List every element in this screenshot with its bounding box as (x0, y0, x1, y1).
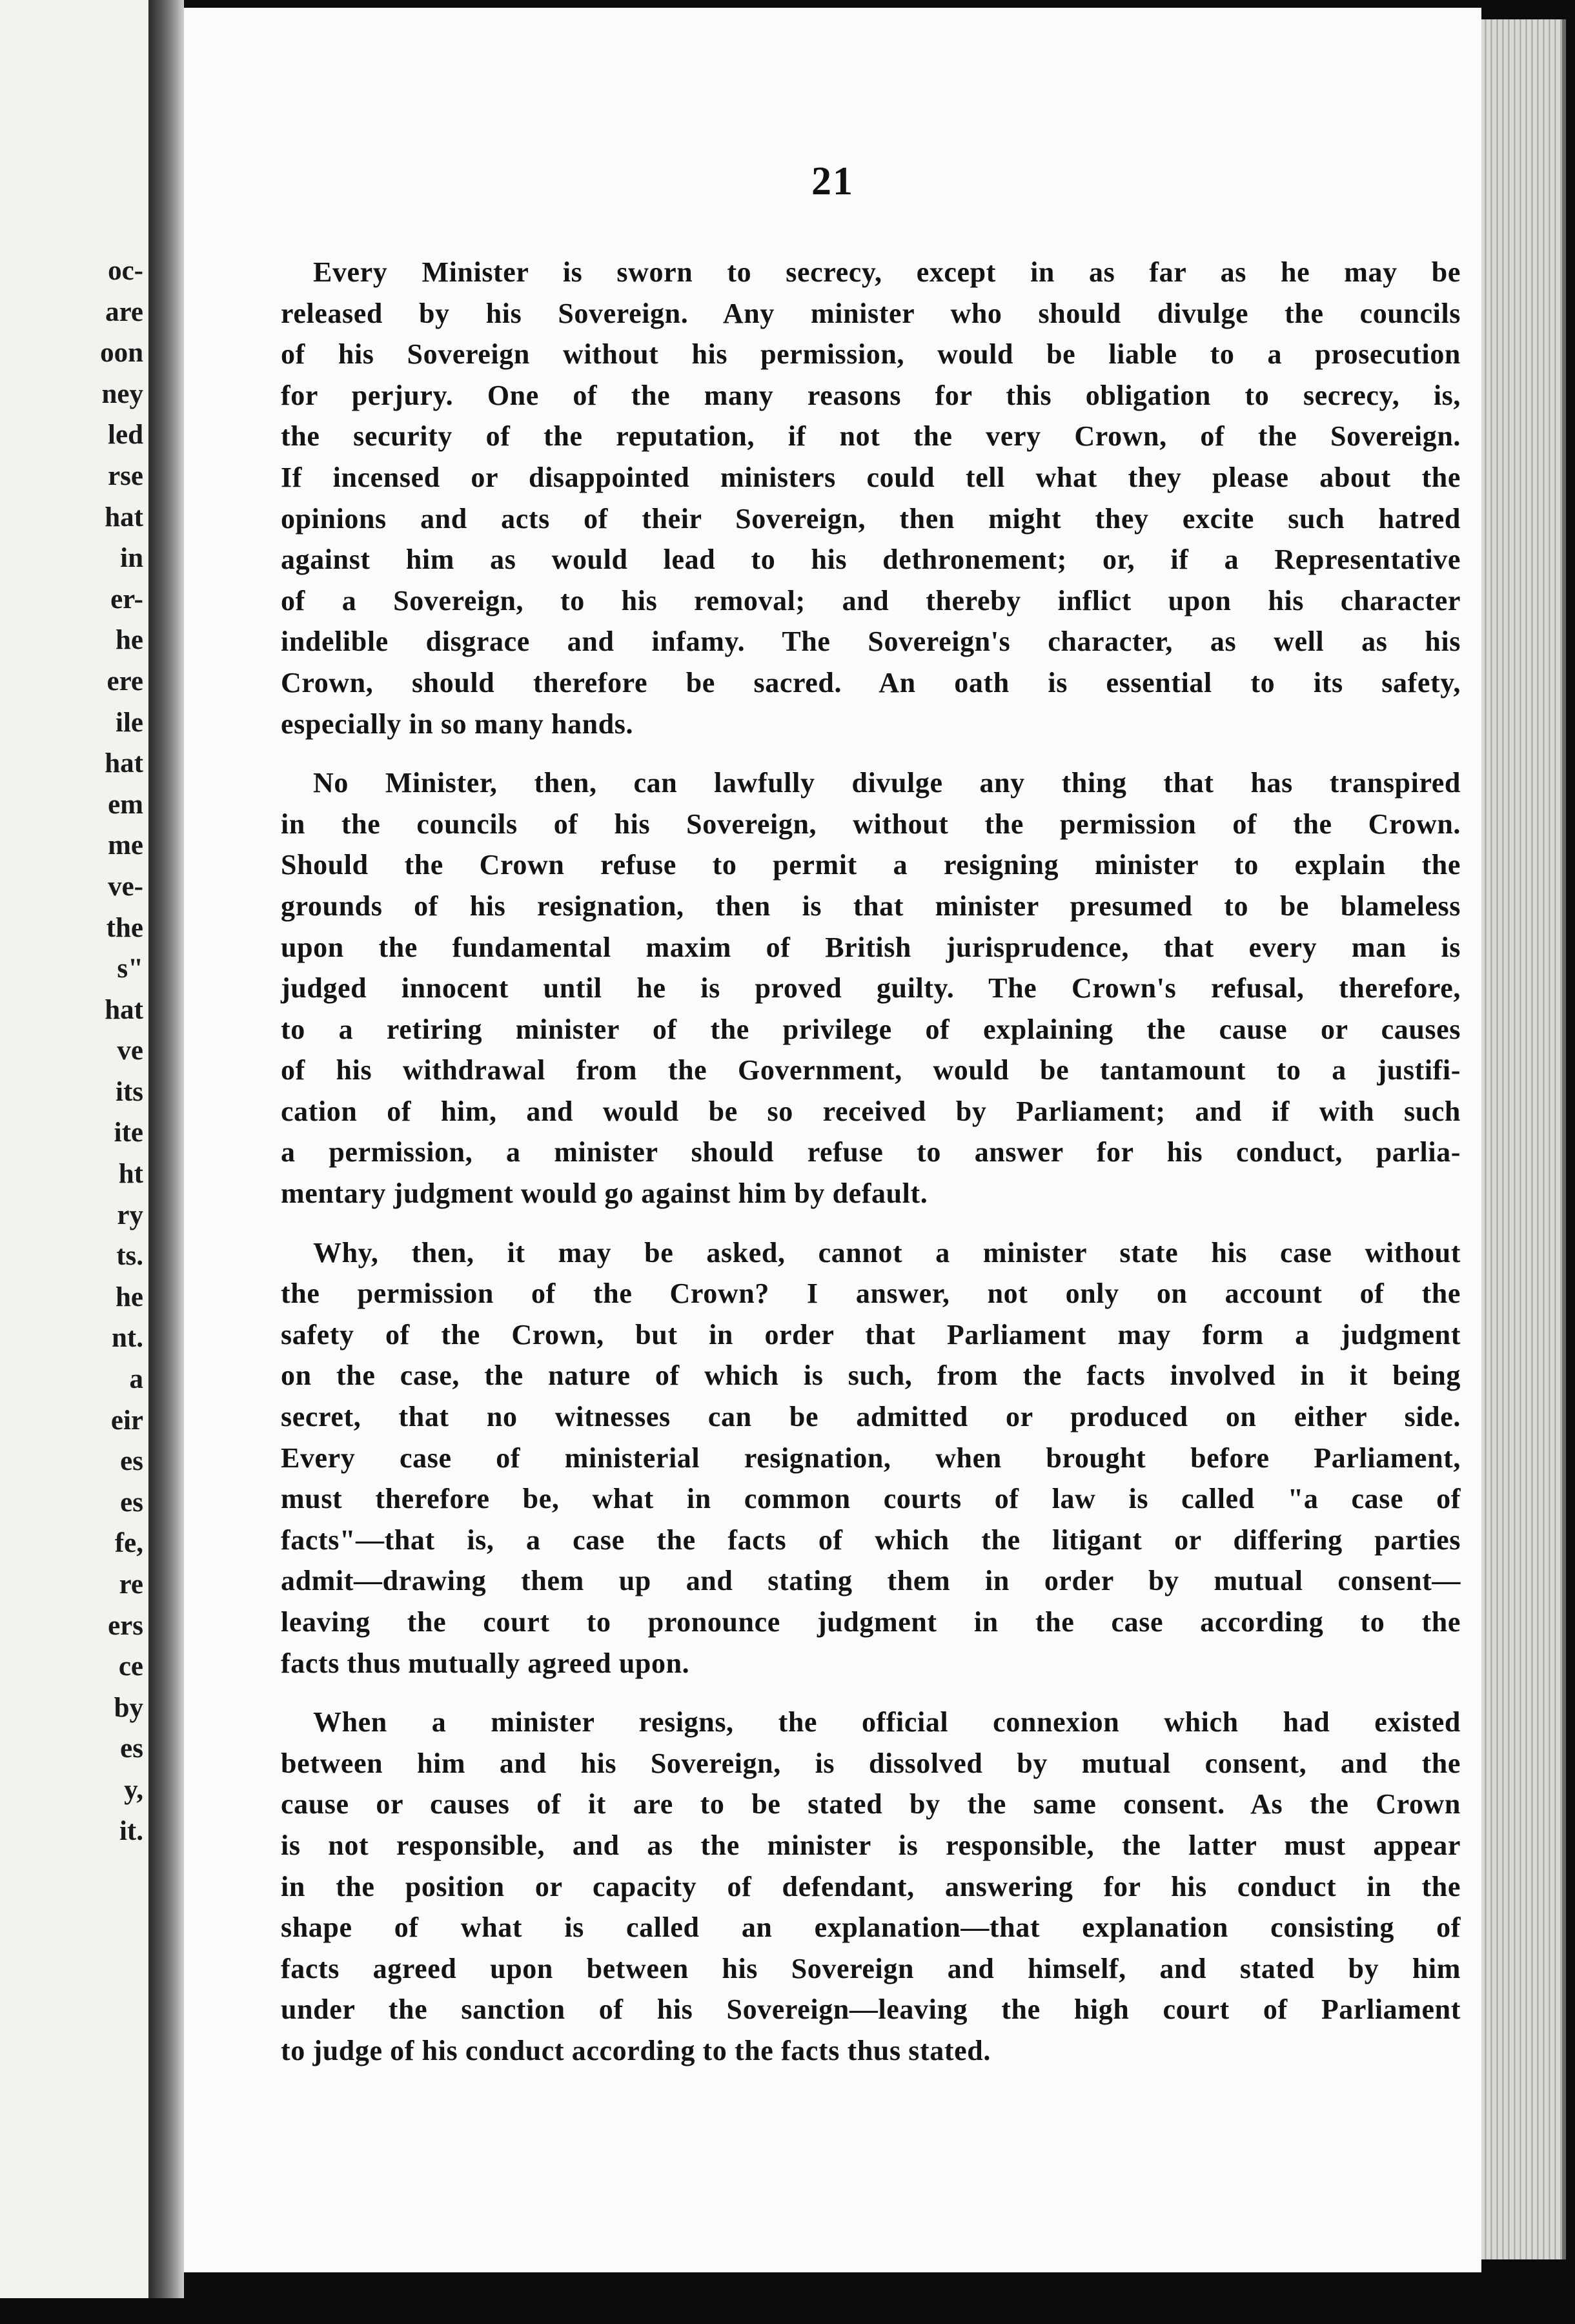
book-page (184, 8, 1481, 2272)
text-line: on the case, the nature of which is such, from the facts involved in it being (281, 1360, 1461, 1392)
text-line: to judge of his conduct according to the facts thus stated. (281, 2034, 991, 2066)
text-line: of his withdrawal from the Government, would be tantamount to a justifi- (281, 1054, 1461, 1086)
left-page-text-fragments (0, 250, 148, 1851)
text-line: must therefore be, what in common courts of law is called "a case of (281, 1483, 1461, 1515)
left-fragment: ere (107, 666, 143, 697)
text-line: indelible disgrace and infamy. The Sovereign's character, as well as his (281, 626, 1461, 658)
left-fragment: ile (116, 707, 143, 738)
left-fragment: hat (105, 994, 143, 1025)
text-line: Should the Crown refuse to permit a resigning minister to explain the (281, 849, 1461, 881)
book-gutter (148, 0, 184, 2298)
left-fragment: re (119, 1569, 143, 1600)
left-fragment: its (116, 1076, 143, 1107)
left-fragment: the (106, 912, 143, 943)
paragraph (281, 1702, 1461, 2071)
left-fragment: it. (119, 1815, 143, 1846)
left-fragment: ite (114, 1117, 143, 1148)
page-number: 21 (811, 159, 854, 203)
paragraph (281, 762, 1461, 1214)
text-line: judged innocent until he is proved guilty. The Crown's refusal, therefore, (281, 972, 1461, 1004)
left-fragment: ts. (116, 1241, 143, 1272)
text-line: shape of what is called an explanation—that explanation consisting of (281, 1911, 1461, 1944)
text-line: facts"—that is, a case the facts of which the litigant or differing parties (281, 1524, 1461, 1556)
left-fragment: es (120, 1446, 143, 1477)
left-fragment: ers (108, 1610, 143, 1641)
left-fragment: led (108, 420, 143, 451)
left-fragment: ve- (108, 871, 143, 902)
text-line: the security of the reputation, if not the very Crown, of the Sovereign. (281, 420, 1461, 453)
text-line: of a Sovereign, to his removal; and thereby inflict upon his character (281, 584, 1461, 617)
left-fragment: ney (101, 378, 143, 409)
left-fragment: ht (118, 1159, 143, 1190)
left-fragment: es (120, 1733, 143, 1764)
left-fragment: are (105, 296, 143, 327)
left-fragment: es (120, 1487, 143, 1518)
left-fragment: ry (117, 1199, 143, 1230)
left-fragment: eir (110, 1405, 143, 1436)
left-fragment: ce (118, 1651, 143, 1682)
left-fragment: me (108, 830, 143, 861)
text-line: to a retiring minister of the privilege of explaining the cause or causes (281, 1013, 1461, 1045)
text-line: admit—drawing them up and stating them in order by mutual consent— (281, 1565, 1461, 1597)
text-line: especially in so many hands. (281, 708, 634, 740)
paragraph (281, 1232, 1461, 1684)
left-fragment: hat (105, 748, 143, 779)
text-line: in the position or capacity of defendant, answering for his conduct in the (281, 1870, 1461, 1902)
page-edges (1481, 19, 1566, 2259)
left-facing-page (0, 0, 148, 2298)
text-line: Every case of ministerial resignation, when brought before Parliament, (281, 1442, 1461, 1474)
left-fragment: in (120, 543, 143, 574)
left-fragment: oon (100, 338, 143, 369)
text-line: cause or causes of it are to be stated by the same consent. As the Crown (281, 1788, 1461, 1820)
left-fragment: a (129, 1364, 143, 1395)
text-line: released by his Sovereign. Any minister who should divulge the councils (281, 297, 1461, 329)
text-line: against him as would lead to his dethronement; or, if a Representative (281, 544, 1461, 576)
left-fragment: er- (110, 584, 143, 615)
text-line: facts agreed upon between his Sovereign and himself, and stated by him (281, 1952, 1461, 1984)
left-fragment: he (116, 1281, 143, 1312)
text-line: cation of him, and would be so received by Parliament; and if with such (281, 1095, 1461, 1127)
left-fragment: by (114, 1692, 143, 1723)
left-fragment: ve (117, 1035, 143, 1066)
text-line: Crown, should therefore be sacred. An oath is essential to its safety, (281, 666, 1461, 698)
text-line: leaving the court to pronounce judgment in the case according to the (281, 1606, 1461, 1638)
left-fragment: hat (105, 502, 143, 533)
page-body (281, 252, 1461, 2090)
left-fragment: he (116, 625, 143, 656)
text-line: Why, then, it may be asked, cannot a minister state his case without (313, 1236, 1461, 1269)
text-line: safety of the Crown, but in order that Parliament may form a judgment (281, 1318, 1461, 1351)
left-fragment: y, (124, 1774, 143, 1805)
text-line: is not responsible, and as the minister is responsible, the latter must appear (281, 1829, 1461, 1861)
text-line: Every Minister is sworn to secrecy, except in as far as he may be (313, 256, 1461, 288)
text-line: No Minister, then, can lawfully divulge any thing that has transpired (313, 767, 1461, 799)
text-line: grounds of his resignation, then is that minister presumed to be blameless (281, 890, 1461, 922)
text-line: the permission of the Crown? I answer, not only on account of the (281, 1278, 1461, 1310)
text-line: of his Sovereign without his permission, would be liable to a prosecution (281, 338, 1461, 371)
paragraph (281, 252, 1461, 744)
text-line: upon the fundamental maxim of British jurisprudence, that every man is (281, 931, 1461, 963)
text-line: for perjury. One of the many reasons for this obligation to secrecy, is, (281, 379, 1461, 411)
text-line: secret, that no witnesses can be admitted or produced on either side. (281, 1401, 1461, 1433)
text-line: a permission, a minister should refuse to answer for his conduct, parlia- (281, 1136, 1461, 1168)
text-line: When a minister resigns, the official connexion which had existed (313, 1706, 1461, 1738)
left-fragment: fe, (114, 1528, 143, 1559)
left-fragment: em (108, 789, 143, 820)
text-line: in the councils of his Sovereign, without the permission of the Crown. (281, 808, 1461, 840)
left-fragment: oc- (108, 256, 143, 286)
text-line: mentary judgment would go against him by default. (281, 1177, 928, 1210)
text-line: under the sanction of his Sovereign—leaving the high court of Parliament (281, 1993, 1461, 2026)
left-fragment: nt. (112, 1323, 143, 1354)
text-line: opinions and acts of their Sovereign, then might they excite such hatred (281, 502, 1461, 535)
left-fragment: rse (108, 460, 143, 491)
text-line: between him and his Sovereign, is dissolved by mutual consent, and the (281, 1747, 1461, 1779)
text-line: If incensed or disappointed ministers could tell what they please about the (281, 461, 1461, 493)
left-fragment: s" (117, 953, 143, 984)
text-line: facts thus mutually agreed upon. (281, 1647, 690, 1679)
